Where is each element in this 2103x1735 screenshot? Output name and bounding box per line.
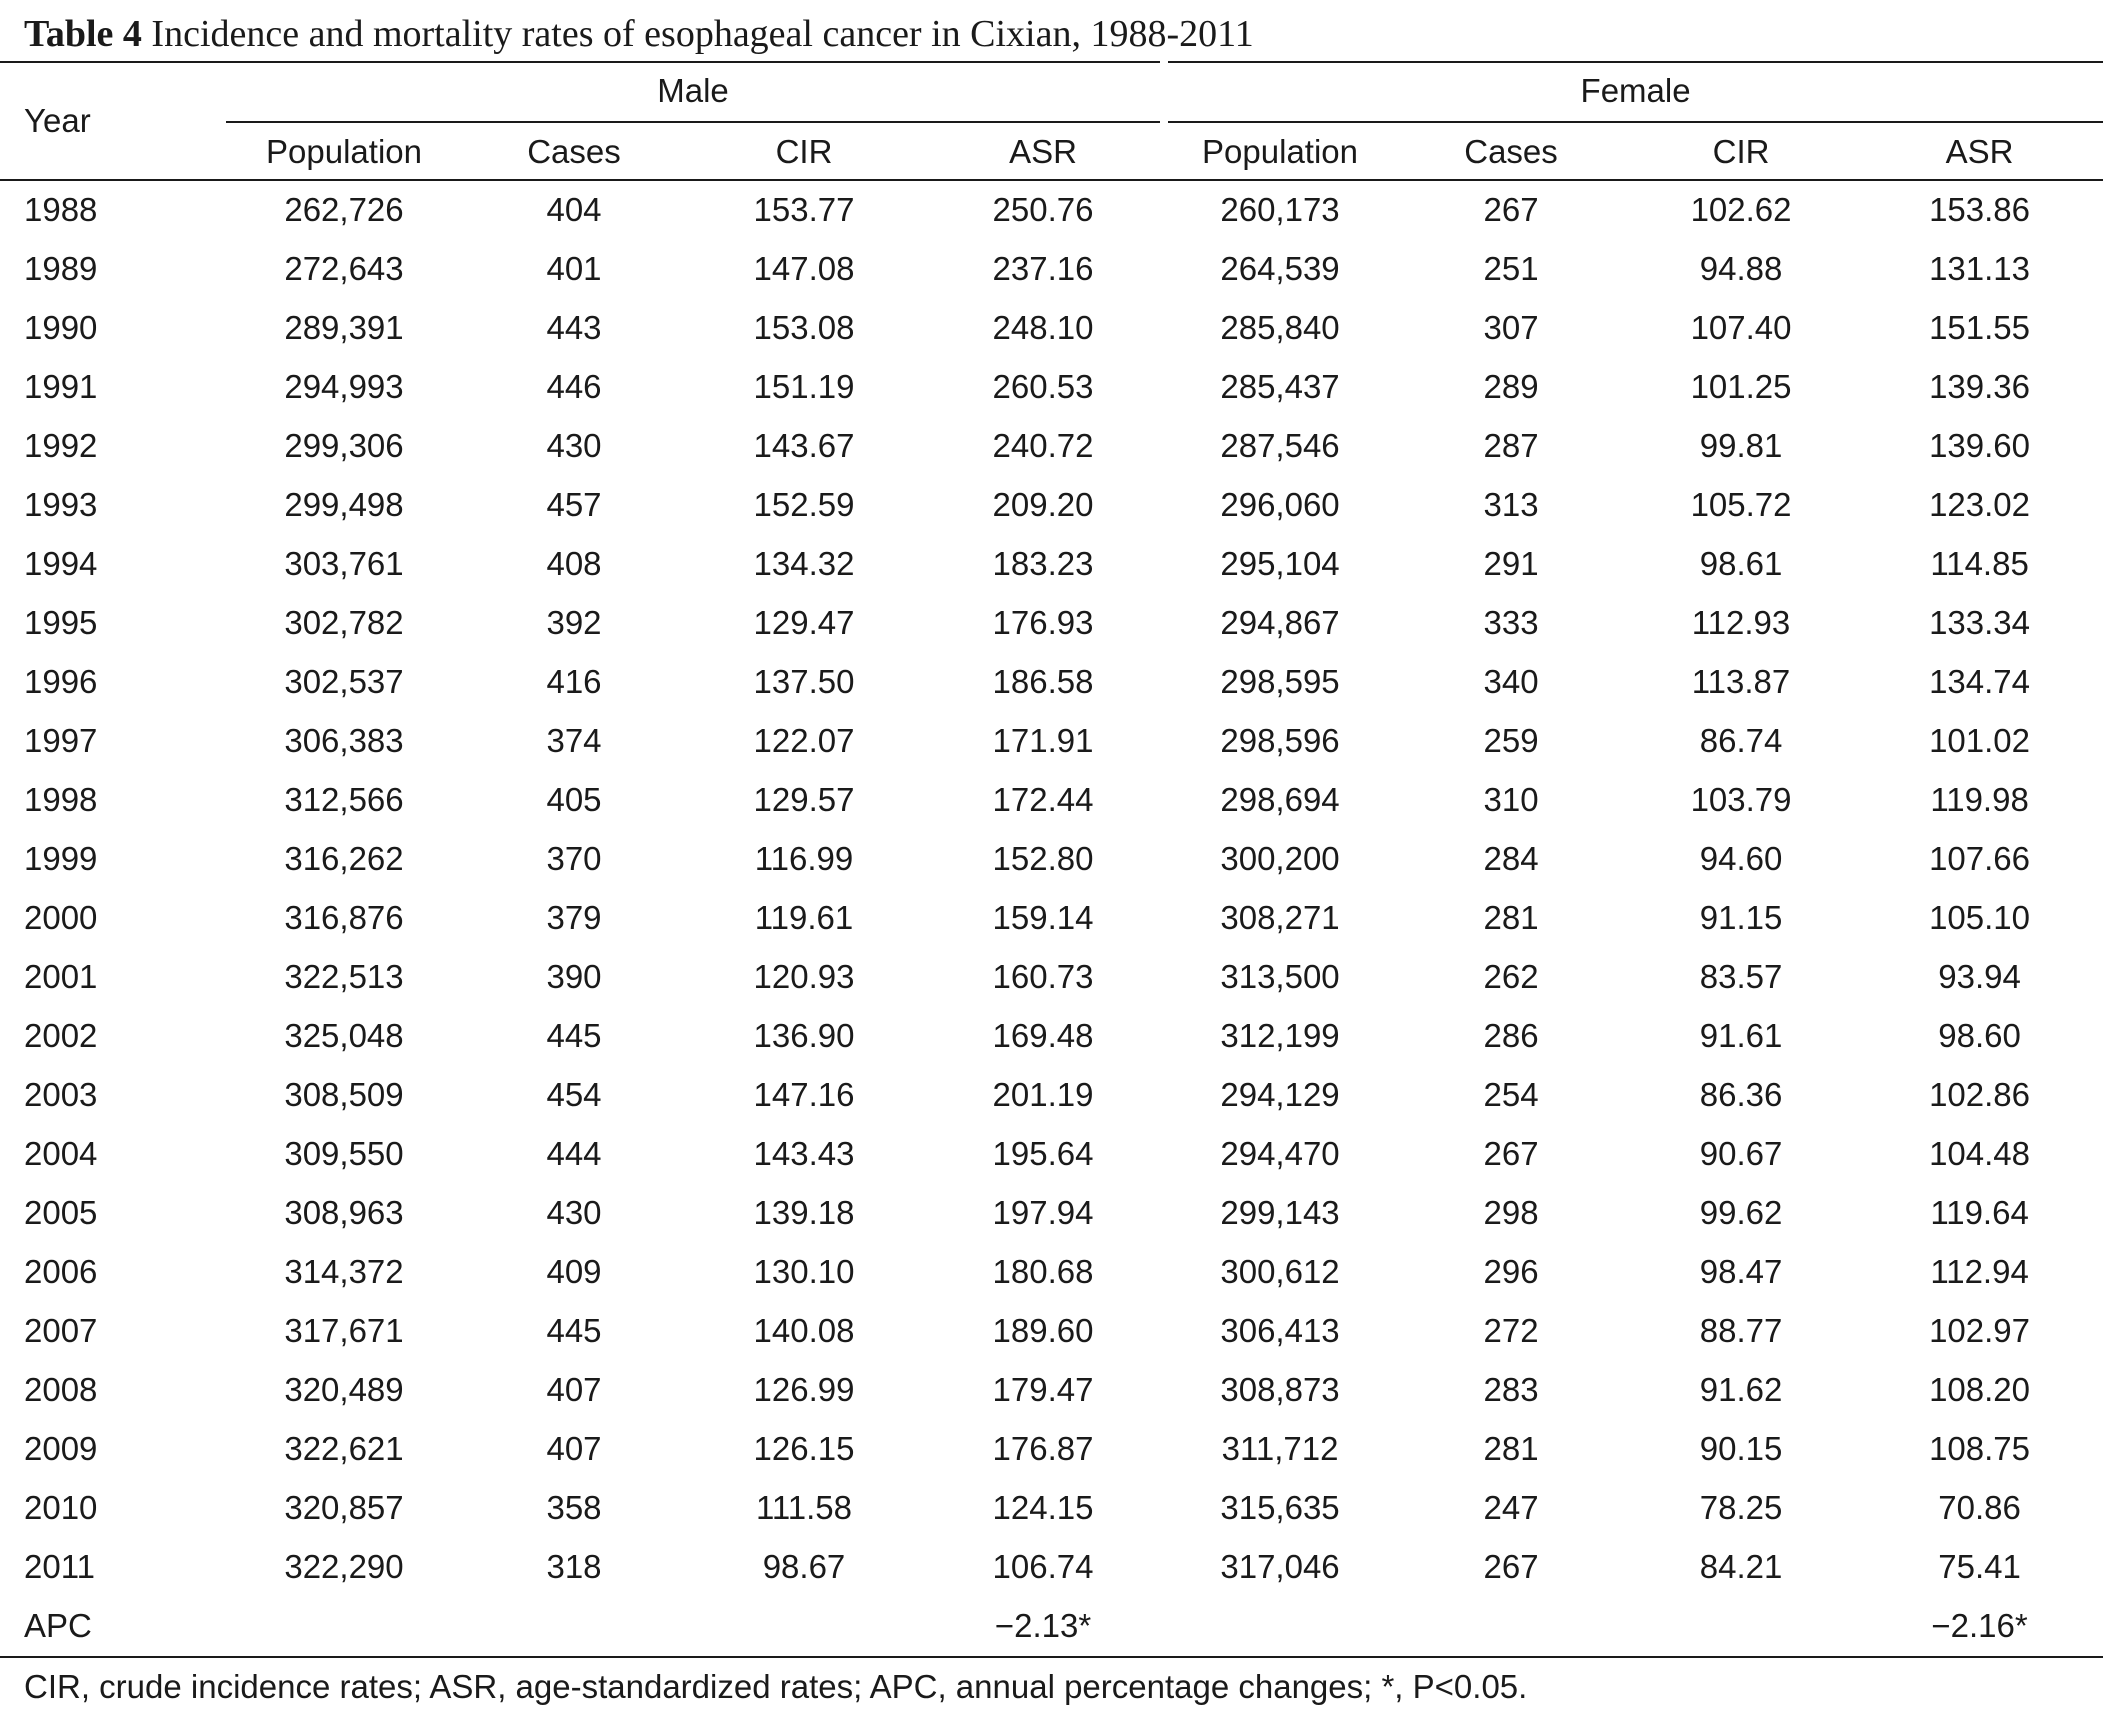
table-cell: 358 [546, 1488, 602, 1526]
table-cell: 91.61 [1699, 1016, 1783, 1054]
table-footnote: CIR, crude incidence rates; ASR, age-standardized rates; APC, annual percentage changes; *, P<0.05. [24, 1668, 1528, 1705]
table-cell: 272 [1483, 1311, 1539, 1349]
table-cell: 105.10 [1929, 898, 2031, 936]
table-cell: 116.99 [754, 839, 854, 877]
table-row [0, 829, 2103, 888]
table-cell: 130.10 [753, 1252, 855, 1290]
table-cell: 317,671 [284, 1311, 404, 1349]
table-cell: 308,873 [1220, 1370, 1340, 1408]
female-header: Female [1164, 61, 2103, 122]
table-cell: 247 [1483, 1488, 1539, 1526]
table-cell: 113.87 [1691, 662, 1791, 700]
table-cell: 240.72 [992, 426, 1094, 464]
table-label: Table 4 [24, 13, 142, 55]
table-cell: 101.02 [1929, 721, 2031, 759]
year-cell: 2007 [24, 1311, 98, 1349]
table-cell: 446 [546, 367, 602, 405]
table-cell: 294,993 [284, 367, 404, 405]
year-cell: 1994 [24, 544, 98, 582]
table-cell: 299,498 [284, 485, 404, 523]
table-cell: 281 [1483, 898, 1539, 936]
table-cell: 88.77 [1699, 1311, 1783, 1349]
table-cell: 315,635 [1220, 1488, 1340, 1526]
table-cell: 108.75 [1929, 1429, 2031, 1467]
table-cell: 262 [1483, 957, 1539, 995]
column-header: CIR [1712, 132, 1770, 170]
table-cell: 86.74 [1699, 721, 1783, 759]
table-cell: 294,470 [1220, 1134, 1340, 1172]
table-cell: 445 [546, 1311, 602, 1349]
table-cell: 101.25 [1690, 367, 1792, 405]
table-cell: 325,048 [284, 1016, 404, 1054]
table-cell: 140.08 [753, 1311, 855, 1349]
table-cell: 159.14 [992, 898, 1094, 936]
table-cell: 298 [1483, 1193, 1539, 1231]
table-cell: 299,306 [284, 426, 404, 464]
table-cell: 267 [1483, 190, 1539, 228]
table-cell [686, 1596, 922, 1655]
table-row [0, 239, 2103, 298]
year-cell: 1996 [24, 662, 98, 700]
table-cell: 103.79 [1690, 780, 1792, 818]
year-cell: 1997 [24, 721, 98, 759]
table-cell: 102.97 [1929, 1311, 2031, 1349]
table-row [0, 1124, 2103, 1183]
table-cell: 119.98 [1930, 780, 2029, 818]
table-cell: 180.68 [992, 1252, 1094, 1290]
year-cell: 1998 [24, 780, 98, 818]
year-cell: 2006 [24, 1252, 98, 1290]
table-cell: 176.93 [992, 603, 1094, 641]
table-cell: 264,539 [1220, 249, 1340, 287]
table-row [0, 416, 2103, 475]
table-cell: −2.13* [994, 1606, 1092, 1644]
table-cell: 267 [1483, 1547, 1539, 1585]
table-cell: 320,857 [284, 1488, 404, 1526]
table-cell: 322,290 [284, 1547, 404, 1585]
table-row [0, 357, 2103, 416]
table-cell: 408 [546, 544, 602, 582]
header-bottom-rule [0, 179, 2103, 181]
table-cell: 260.53 [992, 367, 1094, 405]
table-cell: 444 [546, 1134, 602, 1172]
table-cell: 114.85 [1930, 544, 2029, 582]
table-cell: 94.60 [1699, 839, 1783, 877]
table-cell: 137.50 [753, 662, 855, 700]
table-cell: 129.57 [753, 780, 855, 818]
table-cell: 374 [546, 721, 602, 759]
table-cell: 318 [546, 1547, 602, 1585]
table-cell: 91.15 [1699, 898, 1783, 936]
table-cell: 298,694 [1220, 780, 1340, 818]
table-cell: 147.16 [753, 1075, 855, 1113]
table-cell: 313 [1483, 485, 1539, 523]
table-cell: 122.07 [753, 721, 855, 759]
table-cell: 430 [546, 1193, 602, 1231]
table-cell: 267 [1483, 1134, 1539, 1172]
table-cell: 195.64 [992, 1134, 1094, 1172]
table-row [0, 947, 2103, 1006]
table-cell [462, 1596, 686, 1655]
table-cell: 302,782 [284, 603, 404, 641]
table-row [0, 1596, 2103, 1655]
table-cell: 308,963 [284, 1193, 404, 1231]
table-cell: 285,840 [1220, 308, 1340, 346]
table-cell: 133.34 [1929, 603, 2031, 641]
table-cell: 284 [1483, 839, 1539, 877]
table-cell: 129.47 [753, 603, 855, 641]
table-cell: 151.55 [1929, 308, 2031, 346]
table-cell: 112.94 [1930, 1252, 2029, 1290]
table-cell: 107.66 [1929, 839, 2031, 877]
year-cell: 1992 [24, 426, 98, 464]
table-cell: 289,391 [284, 308, 404, 346]
table-cell: 93.94 [1938, 957, 2021, 995]
table-cell: 112.93 [1691, 603, 1791, 641]
table-cell: 139.36 [1929, 367, 2031, 405]
table-cell: 287 [1483, 426, 1539, 464]
table-cell: 99.81 [1699, 426, 1783, 464]
table-cell: 312,566 [284, 780, 404, 818]
table-cell: 281 [1483, 1429, 1539, 1467]
year-cell: 1991 [24, 367, 98, 405]
table-row [0, 180, 2103, 239]
table-cell: 108.20 [1929, 1370, 2031, 1408]
table-cell: 126.99 [753, 1370, 855, 1408]
table-cell: 153.86 [1929, 190, 2031, 228]
column-header: CIR [775, 132, 833, 170]
table-cell: 139.18 [753, 1193, 855, 1231]
column-header: Cases [527, 132, 621, 170]
year-cell: 1999 [24, 839, 98, 877]
table-cell: 300,200 [1220, 839, 1340, 877]
table-cell [226, 1596, 462, 1655]
year-cell: 2010 [24, 1488, 98, 1526]
table-cell: 407 [546, 1429, 602, 1467]
table-cell: 333 [1483, 603, 1539, 641]
table-row [0, 475, 2103, 534]
table-cell: 294,129 [1220, 1075, 1340, 1113]
table-cell: 310 [1483, 780, 1539, 818]
table-cell: 307 [1483, 308, 1539, 346]
header-group-row [0, 61, 2103, 122]
table-cell: 70.86 [1938, 1488, 2021, 1526]
table-cell: 86.36 [1699, 1075, 1783, 1113]
table-cell: 250.76 [992, 190, 1094, 228]
table-cell: 172.44 [992, 780, 1094, 818]
table-cell: 390 [546, 957, 602, 995]
year-cell: 1990 [24, 308, 98, 346]
table-cell: 151.19 [753, 367, 855, 405]
table-cell: 308,271 [1220, 898, 1340, 936]
table-row [0, 652, 2103, 711]
table-cell: 262,726 [284, 190, 404, 228]
table-cell [1396, 1596, 1626, 1655]
table-cell: 98.47 [1699, 1252, 1783, 1290]
table-cell: 99.62 [1699, 1193, 1783, 1231]
table-row [0, 711, 2103, 770]
table-cell: 131.13 [1929, 249, 2031, 287]
table-cell: 98.61 [1699, 544, 1783, 582]
table-cell: 285,437 [1220, 367, 1340, 405]
table-cell: 296,060 [1220, 485, 1340, 523]
table-caption [24, 10, 1254, 58]
table-cell: 401 [546, 249, 602, 287]
table-row [0, 1537, 2103, 1596]
table-cell: 340 [1483, 662, 1539, 700]
table-row [0, 1419, 2103, 1478]
table-row [0, 888, 2103, 947]
year-cell: 2003 [24, 1075, 98, 1113]
table-row [0, 534, 2103, 593]
table-cell: 405 [546, 780, 602, 818]
table-cell: 272,643 [284, 249, 404, 287]
year-cell: 1988 [24, 190, 98, 228]
column-header: ASR [1009, 132, 1077, 170]
year-cell: 2009 [24, 1429, 98, 1467]
table-cell: 186.58 [992, 662, 1094, 700]
table-cell: 300,612 [1220, 1252, 1340, 1290]
year-cell: 2004 [24, 1134, 98, 1172]
table-cell: 309,550 [284, 1134, 404, 1172]
table-cell: 407 [546, 1370, 602, 1408]
year-cell: 1989 [24, 249, 98, 287]
year-cell: 2000 [24, 898, 98, 936]
table-cell: 107.40 [1690, 308, 1792, 346]
table-cell: 75.41 [1938, 1547, 2021, 1585]
table-cell: 294,867 [1220, 603, 1340, 641]
table-cell: 302,537 [284, 662, 404, 700]
table-cell: 83.57 [1699, 957, 1783, 995]
table-cell: 90.67 [1699, 1134, 1783, 1172]
table-cell: 254 [1483, 1075, 1539, 1113]
table-cell: 306,413 [1220, 1311, 1340, 1349]
table-cell: 295,104 [1220, 544, 1340, 582]
table-cell [1626, 1596, 1856, 1655]
table-row [0, 1065, 2103, 1124]
year-cell: 2011 [24, 1547, 95, 1585]
table-cell: 209.20 [992, 485, 1094, 523]
table-cell: 313,500 [1220, 957, 1340, 995]
year-cell: 2001 [24, 957, 98, 995]
table-cell: 298,596 [1220, 721, 1340, 759]
table-cell: 147.08 [753, 249, 855, 287]
table-cell: 102.62 [1690, 190, 1792, 228]
table-cell: 143.43 [753, 1134, 855, 1172]
table-cell: 308,509 [284, 1075, 404, 1113]
table-cell: 126.15 [753, 1429, 855, 1467]
table-header [0, 61, 2103, 180]
table-cell: 171.91 [992, 721, 1094, 759]
table-cell: 416 [546, 662, 602, 700]
year-cell: APC [24, 1606, 92, 1644]
table-cell: 312,199 [1220, 1016, 1340, 1054]
table-cell: 287,546 [1220, 426, 1340, 464]
table-cell [1164, 1596, 1396, 1655]
column-header: Population [1202, 132, 1359, 170]
table-cell: 248.10 [992, 308, 1094, 346]
year-header: Year [24, 101, 91, 139]
table-cell: 322,513 [284, 957, 404, 995]
table-cell: 197.94 [992, 1193, 1094, 1231]
table-cell: 303,761 [284, 544, 404, 582]
header-columns-row [0, 122, 2103, 180]
table-cell: 189.60 [992, 1311, 1094, 1349]
table-cell: 78.25 [1699, 1488, 1783, 1526]
table-cell: 299,143 [1220, 1193, 1340, 1231]
table-row [0, 298, 2103, 357]
male-header: Male [226, 61, 1164, 122]
table-row [0, 1301, 2103, 1360]
table-row [0, 770, 2103, 829]
table-cell: 152.80 [992, 839, 1094, 877]
table-cell: 311,712 [1221, 1429, 1339, 1467]
table-cell: 296 [1483, 1252, 1539, 1290]
table-cell: 134.32 [753, 544, 855, 582]
table-row [0, 1242, 2103, 1301]
table-cell: 404 [546, 190, 602, 228]
table-cell: 153.77 [753, 190, 855, 228]
table-cell: 430 [546, 426, 602, 464]
table-cell: 259 [1483, 721, 1539, 759]
table-cell: 160.73 [992, 957, 1094, 995]
table-cell: 94.88 [1699, 249, 1783, 287]
table-cell: 153.08 [753, 308, 855, 346]
table-cell: 90.15 [1699, 1429, 1783, 1467]
table-cell: 291 [1483, 544, 1539, 582]
table-cell: 454 [546, 1075, 602, 1113]
table-cell: 139.60 [1929, 426, 2031, 464]
table-cell: 306,383 [284, 721, 404, 759]
table-row [0, 1006, 2103, 1065]
table-cell: 152.59 [753, 485, 855, 523]
table-cell: 409 [546, 1252, 602, 1290]
table-cell: 322,621 [284, 1429, 404, 1467]
year-cell: 2002 [24, 1016, 98, 1054]
table-cell: 392 [546, 603, 602, 641]
table-cell: 124.15 [992, 1488, 1094, 1526]
table-cell: 179.47 [992, 1370, 1094, 1408]
table-cell: 106.74 [992, 1547, 1094, 1585]
table-cell: 260,173 [1220, 190, 1340, 228]
table-cell: 119.64 [1930, 1193, 2029, 1231]
table-cell: 443 [546, 308, 602, 346]
table-cell: 169.48 [992, 1016, 1094, 1054]
table-cell: 379 [546, 898, 602, 936]
column-header: Cases [1464, 132, 1558, 170]
table-cell: 237.16 [992, 249, 1094, 287]
table-cell: 201.19 [992, 1075, 1094, 1113]
table-cell: 316,262 [284, 839, 404, 877]
table-cell: 98.67 [762, 1547, 846, 1585]
table-cell: 111.58 [755, 1488, 853, 1526]
table-cell: 136.90 [753, 1016, 855, 1054]
table-cell: 370 [546, 839, 602, 877]
table-cell: 286 [1483, 1016, 1539, 1054]
table-cell: 102.86 [1929, 1075, 2031, 1113]
table-row [0, 593, 2103, 652]
data-table [0, 61, 2103, 1655]
table-cell: 283 [1483, 1370, 1539, 1408]
table-cell: 120.93 [753, 957, 855, 995]
table-cell: 445 [546, 1016, 602, 1054]
table-cell: 251 [1483, 249, 1539, 287]
table-row [0, 1478, 2103, 1537]
table-cell: 289 [1483, 367, 1539, 405]
bottom-rule [0, 1656, 2103, 1658]
table-cell: 143.67 [753, 426, 855, 464]
table-cell: 91.62 [1699, 1370, 1783, 1408]
year-cell: 2005 [24, 1193, 98, 1231]
table-row [0, 1360, 2103, 1419]
table-cell: 119.61 [754, 898, 854, 936]
table-cell: 316,876 [284, 898, 404, 936]
table-cell: 123.02 [1929, 485, 2031, 523]
year-cell: 2008 [24, 1370, 98, 1408]
table-cell: −2.16* [1931, 1606, 2028, 1644]
table-cell: 183.23 [992, 544, 1094, 582]
table-cell: 314,372 [284, 1252, 404, 1290]
column-header: Population [266, 132, 422, 170]
table-cell: 320,489 [284, 1370, 404, 1408]
table-cell: 134.74 [1929, 662, 2031, 700]
table-cell: 84.21 [1699, 1547, 1783, 1585]
table-cell: 298,595 [1220, 662, 1340, 700]
table-body [0, 180, 2103, 1655]
table-cell: 98.60 [1938, 1016, 2021, 1054]
column-header: ASR [1945, 132, 2014, 170]
table-cell: 176.87 [992, 1429, 1094, 1467]
table-cell: 317,046 [1220, 1547, 1340, 1585]
table-cell: 105.72 [1690, 485, 1792, 523]
table-cell: 457 [546, 485, 602, 523]
year-cell: 1995 [24, 603, 98, 641]
table-title: Incidence and mortality rates of esophageal cancer in Cixian, 1988-2011 [151, 13, 1254, 55]
year-cell: 1993 [24, 485, 98, 523]
table-row [0, 1183, 2103, 1242]
table-cell: 104.48 [1929, 1134, 2031, 1172]
